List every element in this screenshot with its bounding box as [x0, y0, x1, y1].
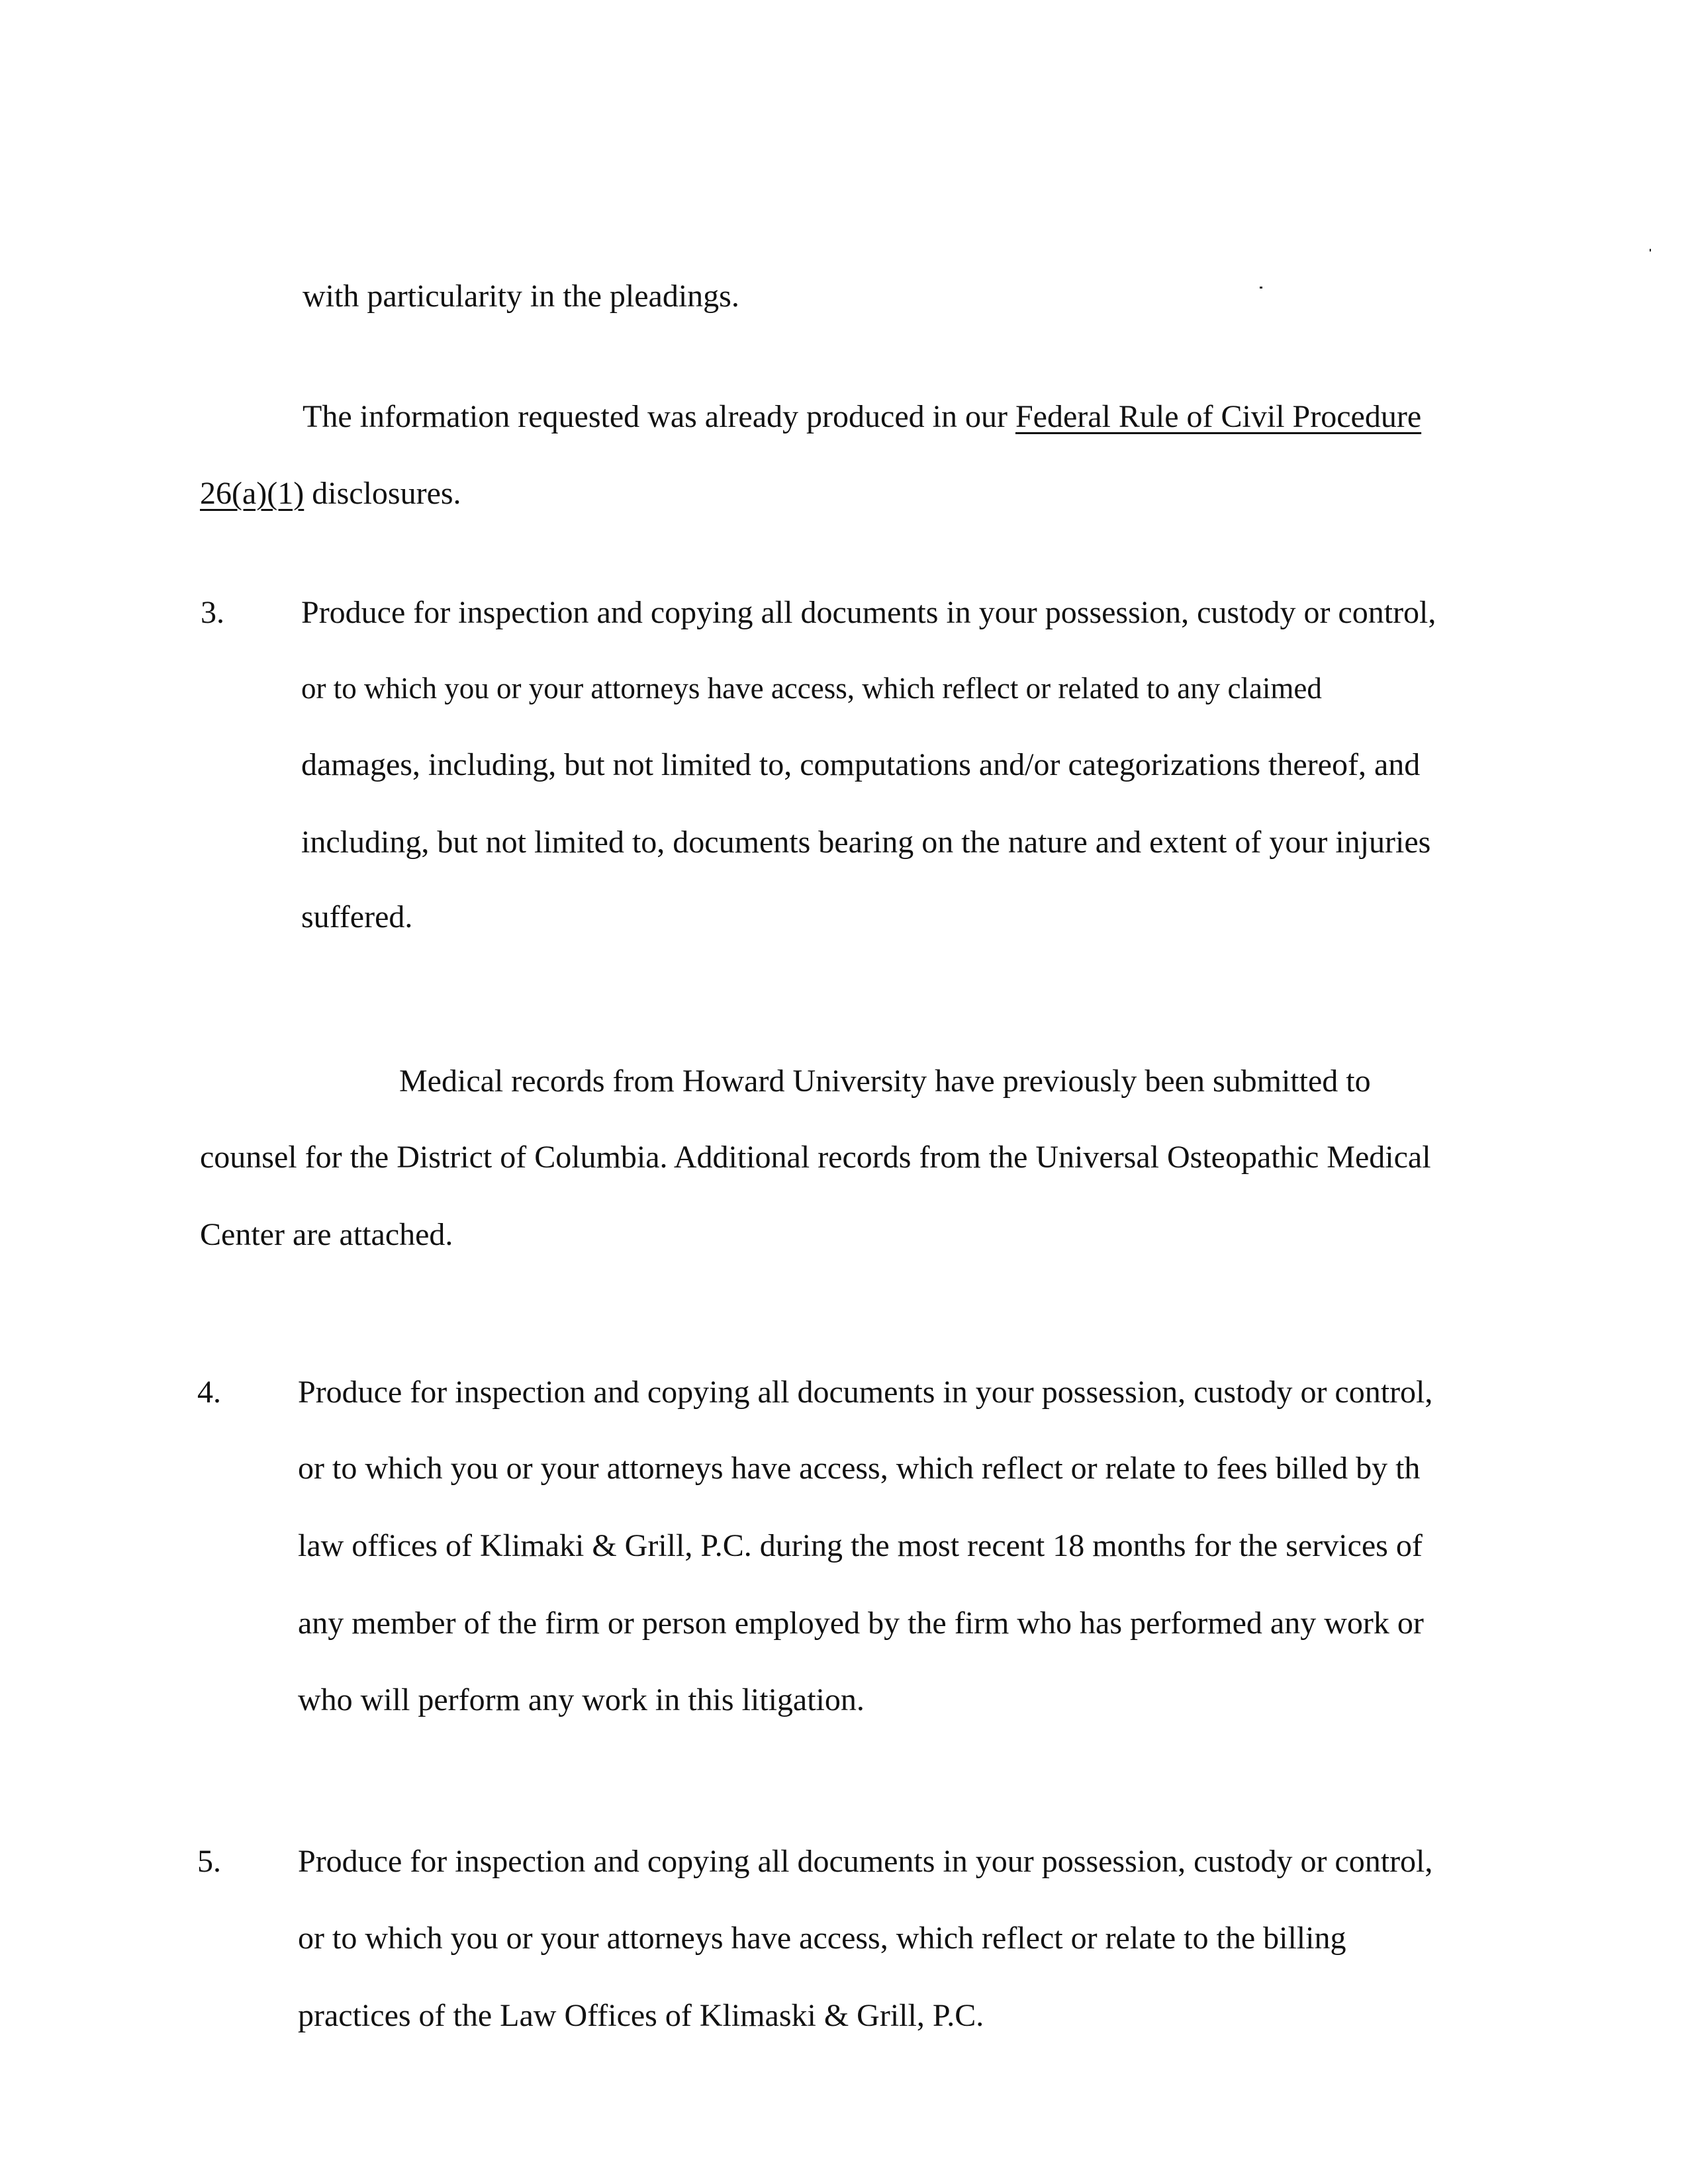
request-4-line: any member of the firm or person employed by the firm who has performed any work or — [298, 1606, 1424, 1641]
request-5-number: 5. — [197, 1844, 221, 1879]
response-3-line: counsel for the District of Columbia. Additional records from the Universal Osteopathic Medical — [200, 1140, 1431, 1175]
response-3-line: Center are attached. — [200, 1217, 453, 1252]
response-2-suffix: disclosures. — [304, 476, 461, 511]
response-2-line-2 — [200, 478, 461, 510]
request-4-line: Produce for inspection and copying all documents in your possession, custody or control, — [298, 1375, 1433, 1410]
request-4-line: law offices of Klimaki & Grill, P.C. during the most recent 18 months for the services of — [298, 1528, 1423, 1563]
scan-speck — [1650, 249, 1651, 251]
scan-speck — [1260, 287, 1262, 289]
response-2-prefix: The information requested was already produced in our — [303, 399, 1015, 434]
frcp-citation-part2: 26(a)(1) — [200, 476, 305, 511]
request-4-number: 4. — [197, 1375, 221, 1410]
request-3-line: suffered. — [301, 899, 413, 934]
request-4-line: or to which you or your attorneys have access, which reflect or relate to fees billed by th — [298, 1451, 1421, 1486]
request-3-line: including, but not limited to, documents bearing on the nature and extent of your injuries — [301, 825, 1431, 860]
request-3-line: Produce for inspection and copying all documents in your possession, custody or control, — [301, 595, 1436, 630]
request-3-line: or to which you or your attorneys have access, which reflect or related to any claimed — [301, 672, 1322, 705]
frcp-citation-part1: Federal Rule of Civil Procedure — [1015, 399, 1422, 434]
request-3-number: 3. — [201, 595, 224, 630]
response-3-line: Medical records from Howard University have previously been submitted to — [399, 1064, 1371, 1099]
response-2-line-1 — [303, 401, 1421, 433]
request-5-line: practices of the Law Offices of Klimaski & Grill, P.C. — [298, 1998, 984, 2033]
request-3-line: damages, including, but not limited to, computations and/or categorizations thereof, and — [301, 747, 1421, 782]
request-4-line: who will perform any work in this litigation. — [298, 1682, 865, 1717]
continuation-line: with particularity in the pleadings. — [303, 279, 739, 314]
request-5-line: Produce for inspection and copying all documents in your possession, custody or control, — [298, 1844, 1433, 1879]
request-5-line: or to which you or your attorneys have access, which reflect or relate to the billing — [298, 1921, 1346, 1956]
